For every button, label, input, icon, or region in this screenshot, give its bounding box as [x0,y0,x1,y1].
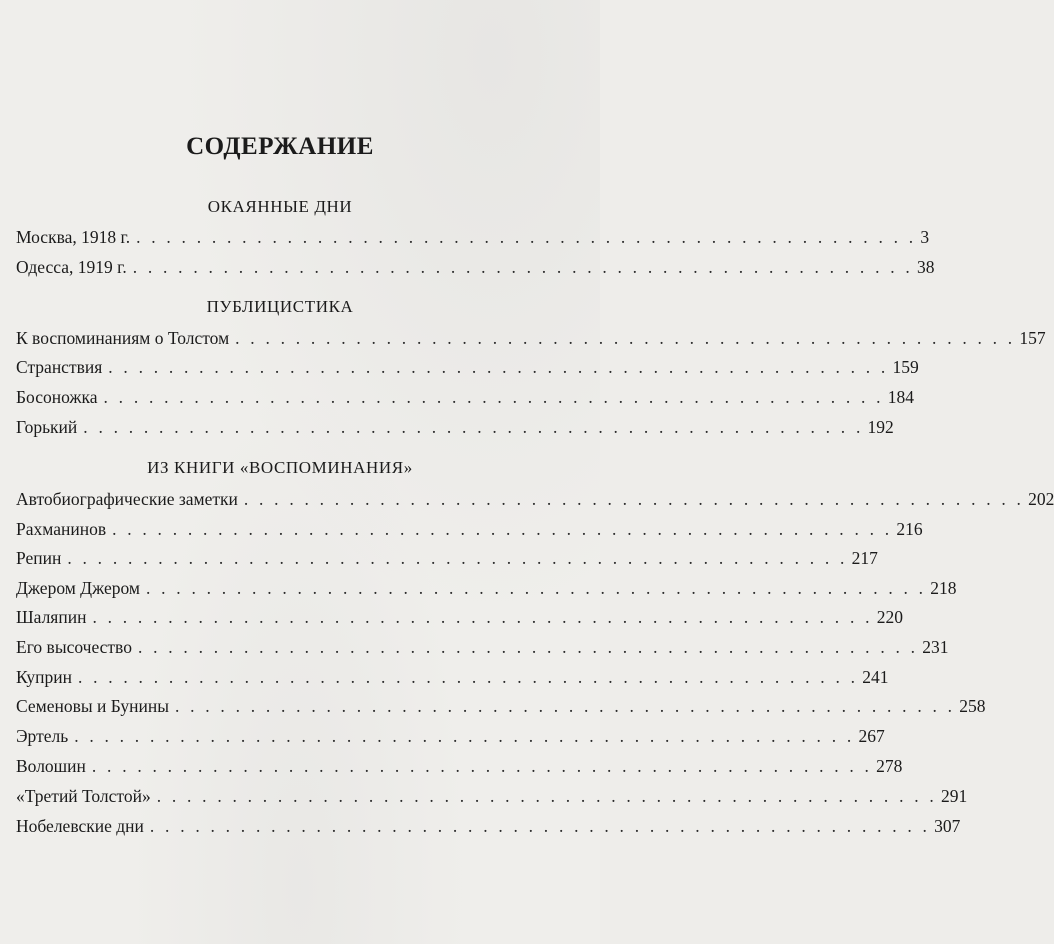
toc-entry-page: 159 [892,357,919,377]
dot-leader: . . . . . . . . . . . . . . . . . . . . . . . . . . . . . . . . . . . . . . . . . . . . . . . . . . . . [156,786,937,806]
section-title-okayannye-dni: ОКАЯННЫЕ ДНИ [207,197,353,216]
toc-entry-title: «Третий Толстой» [16,786,151,806]
toc-entry-title: Странствия [16,357,103,377]
toc-entry[interactable] [16,814,961,838]
toc-entry-title: Босоножка [16,387,98,407]
dot-leader: . . . . . . . . . . . . . . . . . . . . . . . . . . . . . . . . . . . . . . . . . . . . . . . . . . . . [103,387,884,407]
section-title-iz-knigi-vospominaniya: ИЗ КНИГИ «ВОСПОМИНАНИЯ» [147,458,413,477]
toc-entry-page: 38 [916,257,935,277]
toc-entry[interactable] [16,724,885,748]
section-title-publitsistika: ПУБЛИЦИСТИКА [206,297,354,316]
toc-entry-title: Автобиографические заметки [16,489,238,509]
toc-entry-page: 241 [862,667,889,687]
toc-entry[interactable] [16,255,935,279]
toc-entry-title: Нобелевские дни [16,816,144,836]
dot-leader: . . . . . . . . . . . . . . . . . . . . . . . . . . . . . . . . . . . . . . . . . . . . . . . . . . . . [112,519,893,539]
toc-entry-page: 218 [930,578,957,598]
toc-entry[interactable] [16,385,915,409]
dot-leader: . . . . . . . . . . . . . . . . . . . . . . . . . . . . . . . . . . . . . . . . . . . . . . . . . . . . [83,417,864,437]
toc-entry[interactable] [16,754,903,778]
toc-entry[interactable] [16,546,878,570]
toc-entry-page: 231 [922,637,949,657]
dot-leader: . . . . . . . . . . . . . . . . . . . . . . . . . . . . . . . . . . . . . . . . . . . . . . . . . . . . [146,578,927,598]
toc-entry-page: 202 [1028,489,1054,509]
dot-leader: . . . . . . . . . . . . . . . . . . . . . . . . . . . . . . . . . . . . . . . . . . . . . . . . . . . . [137,637,919,657]
toc-entry-page: 157 [1019,328,1046,348]
toc-entry[interactable] [16,517,923,541]
dot-leader: . . . . . . . . . . . . . . . . . . . . . . . . . . . . . . . . . . . . . . . . . . . . . . . . . . . . [74,726,855,746]
toc-entry[interactable] [16,225,930,249]
toc-entry-page: 267 [858,726,885,746]
dot-leader: . . . . . . . . . . . . . . . . . . . . . . . . . . . . . . . . . . . . . . . . . . . . . . . . . . . . [235,328,1016,348]
toc-entry-title: Куприн [16,667,72,687]
toc-entry-page: 217 [851,548,878,568]
toc-entry-title: Горький [16,417,78,437]
toc-entry-page: 3 [920,227,930,247]
toc-entry[interactable] [16,784,968,808]
toc-entry-title: Одесса, 1919 г. [16,257,127,277]
toc-entry[interactable] [16,576,957,600]
toc-entry-page: 216 [896,519,923,539]
toc-entry-title: Семеновы и Бунины [16,696,169,716]
toc-entry[interactable] [16,605,903,629]
dot-leader: . . . . . . . . . . . . . . . . . . . . . . . . . . . . . . . . . . . . . . . . . . . . . . . . . . . . [91,756,873,776]
toc-entry-title: Волошин [16,756,86,776]
dot-leader: . . . . . . . . . . . . . . . . . . . . . . . . . . . . . . . . . . . . . . . . . . . . . . . . . . . . [243,489,1025,509]
toc-entry-page: 258 [959,696,986,716]
toc-entry[interactable] [16,355,919,379]
dot-leader: . . . . . . . . . . . . . . . . . . . . . . . . . . . . . . . . . . . . . . . . . . . . . . . . . . . . [149,816,931,836]
dot-leader: . . . . . . . . . . . . . . . . . . . . . . . . . . . . . . . . . . . . . . . . . . . . . . . . . . . . [67,548,848,568]
toc-entry[interactable] [16,326,1046,350]
dot-leader: . . . . . . . . . . . . . . . . . . . . . . . . . . . . . . . . . . . . . . . . . . . . . . . . . . . . [132,257,913,277]
dot-leader: . . . . . . . . . . . . . . . . . . . . . . . . . . . . . . . . . . . . . . . . . . . . . . . . . . . . [92,607,873,627]
toc-entry[interactable] [16,665,889,689]
toc-entry-page: 184 [887,387,915,407]
dot-leader: . . . . . . . . . . . . . . . . . . . . . . . . . . . . . . . . . . . . . . . . . . . . . . . . . . . . [77,667,859,687]
toc-entry[interactable] [16,694,986,718]
toc-entry-page: 291 [940,786,968,806]
toc-entry[interactable] [16,415,894,439]
toc-entry[interactable] [16,635,949,659]
toc-entry-title: К воспоминаниям о Толстом [16,328,230,348]
page-title: СОДЕРЖАНИЕ [186,133,374,160]
toc-entry-title: Москва, 1918 г. [16,227,131,247]
toc-entry-page: 220 [876,607,903,627]
toc-entry-title: Эртель [16,726,69,746]
dot-leader: . . . . . . . . . . . . . . . . . . . . . . . . . . . . . . . . . . . . . . . . . . . . . . . . . . . . [136,227,917,247]
toc-entry-title: Джером Джером [16,578,140,598]
toc-entry-title: Репин [16,548,62,568]
toc-entry-title: Шаляпин [16,607,87,627]
toc-entry-page: 307 [934,816,961,836]
toc-entry-page: 278 [876,756,903,776]
toc-entry-title: Рахманинов [16,519,107,539]
toc-entry-title: Его высочество [16,637,132,657]
toc-entry-page: 192 [867,417,894,437]
dot-leader: . . . . . . . . . . . . . . . . . . . . . . . . . . . . . . . . . . . . . . . . . . . . . . . . . . . . [174,696,956,716]
dot-leader: . . . . . . . . . . . . . . . . . . . . . . . . . . . . . . . . . . . . . . . . . . . . . . . . . . . . [108,357,889,377]
toc-entry[interactable] [16,487,1054,511]
